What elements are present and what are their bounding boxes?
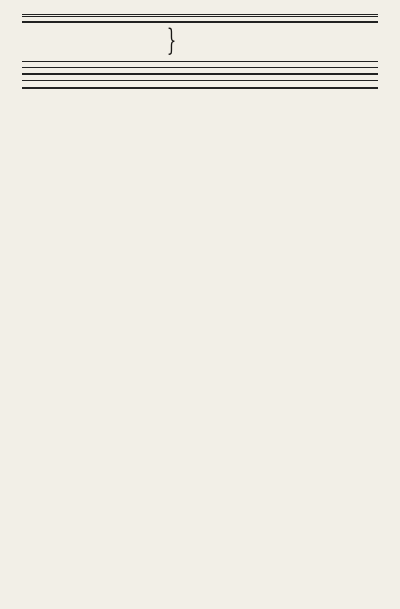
divider <box>22 67 378 68</box>
cast-group-landleute <box>40 23 368 58</box>
divider <box>22 21 378 23</box>
divider <box>22 80 378 81</box>
divider <box>22 73 378 75</box>
divider <box>22 87 378 89</box>
divider <box>22 61 378 62</box>
divider <box>22 14 378 17</box>
brace: } <box>166 23 177 58</box>
cast-list <box>40 23 368 58</box>
